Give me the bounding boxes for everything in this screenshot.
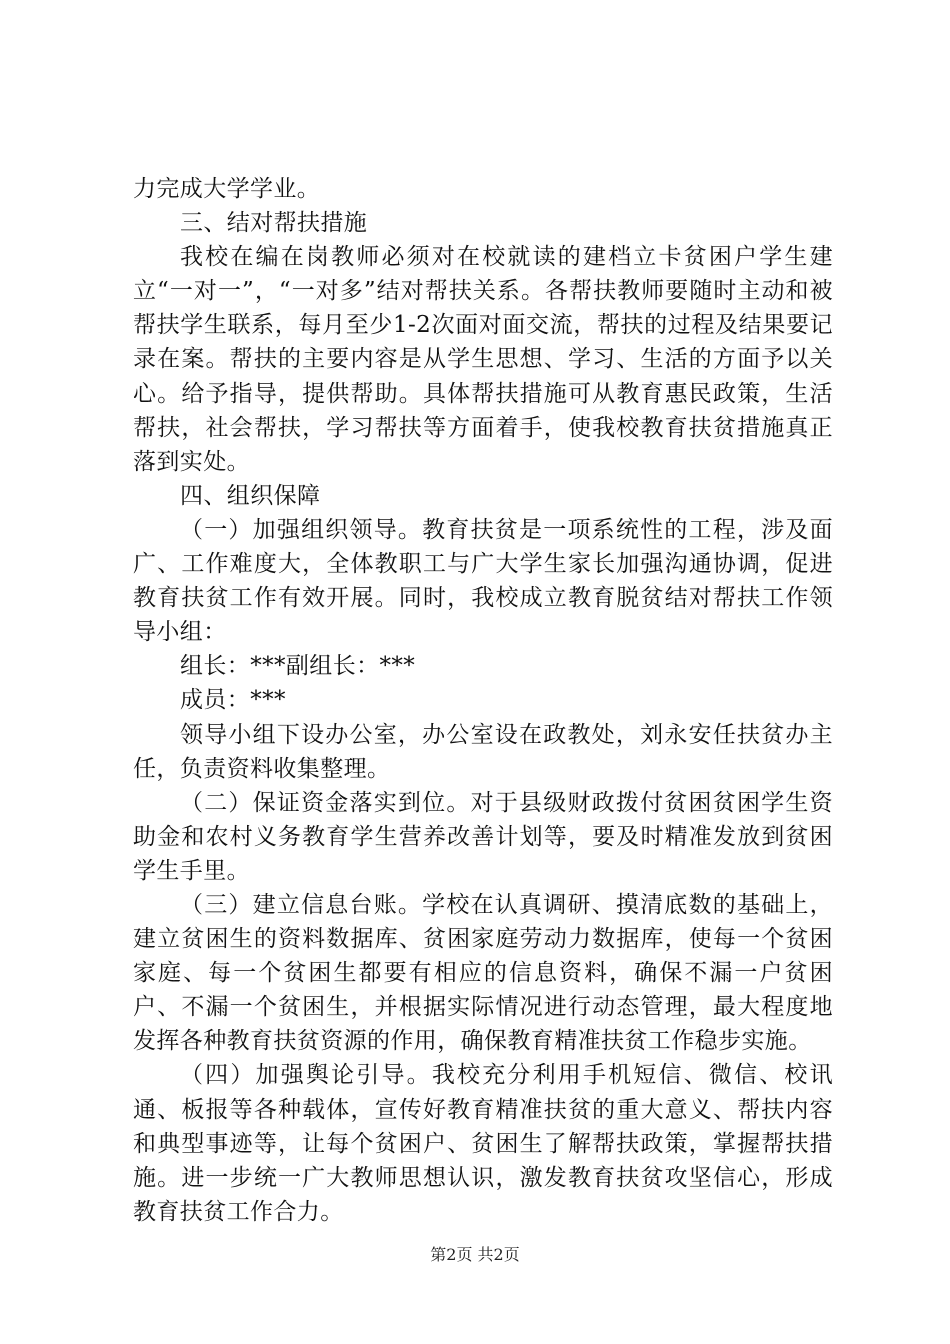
paragraph-leadership: （一）加强组织领导。教育扶贫是一项系统性的工程，涉及面广、工作难度大，全体教职工与广大学生家长加强沟通协调，促进教育扶贫工作有效开展。同时，我校成立教育脱贫结对帮扶工作领导小组： [133,516,833,646]
paragraph-office: 领导小组下设办公室，办公室设在政教处，刘永安任扶贫办主任，负责资料收集整理。 [133,721,833,782]
paragraph-funding: （二）保证资金落实到位。对于县级财政拨付贫困贫困学生资助金和农村义务教育学生营养改善计划等，要及时精准发放到贫困学生手里。 [133,789,833,884]
section-heading-guarantee: 四、组织保障 [180,482,321,509]
section-heading-measures: 三、结对帮扶措施 [180,210,368,237]
document-body [133,172,833,1229]
paragraph-measures: 我校在编在岗教师必须对在校就读的建档立卡贫困户学生建立“一对一”，“一对多”结对帮扶关系。各帮扶教师要随时主动和被帮扶学生联系，每月至少1-2次面对面交流，帮扶的过程及结果要记录在案。帮扶的主要内容是从学生思想、学习、生活的方面予以关心。给予指导，提供帮助。具体帮扶措施可从教育惠民政策，生活帮扶，社会帮扶，学习帮扶等方面着手，使我校教育扶贫措施真正落到实处。 [133,244,833,475]
page-footer: 第2页 共2页 [430,1245,520,1264]
paragraph-publicity: （四）加强舆论引导。我校充分利用手机短信、微信、校讯通、板报等各种载体，宣传好教育精准扶贫的重大意义、帮扶内容和典型事迹等，让每个贫困户、贫困生了解帮扶政策，掌握帮扶措施。进一步统一广大教师思想认识，激发教育扶贫攻坚信心，形成教育扶贫工作合力。 [133,1062,833,1225]
paragraph-ledger: （三）建立信息台账。学校在认真调研、摸清底数的基础上，建立贫困生的资料数据库、贫困家庭劳动力数据库，使每一个贫困家庭、每一个贫困生都要有相应的信息资料，确保不漏一户贫困户、不漏一个贫困生，并根据实际情况进行动态管理，最大程度地发挥各种教育扶贫资源的作用，确保教育精准扶贫工作稳步实施。 [133,891,833,1055]
paragraph-continuation: 力完成大学学业。 [133,176,321,202]
paragraph-group-leaders: 组长：***副组长：*** [180,653,416,680]
paragraph-group-members: 成员：*** [180,687,286,714]
